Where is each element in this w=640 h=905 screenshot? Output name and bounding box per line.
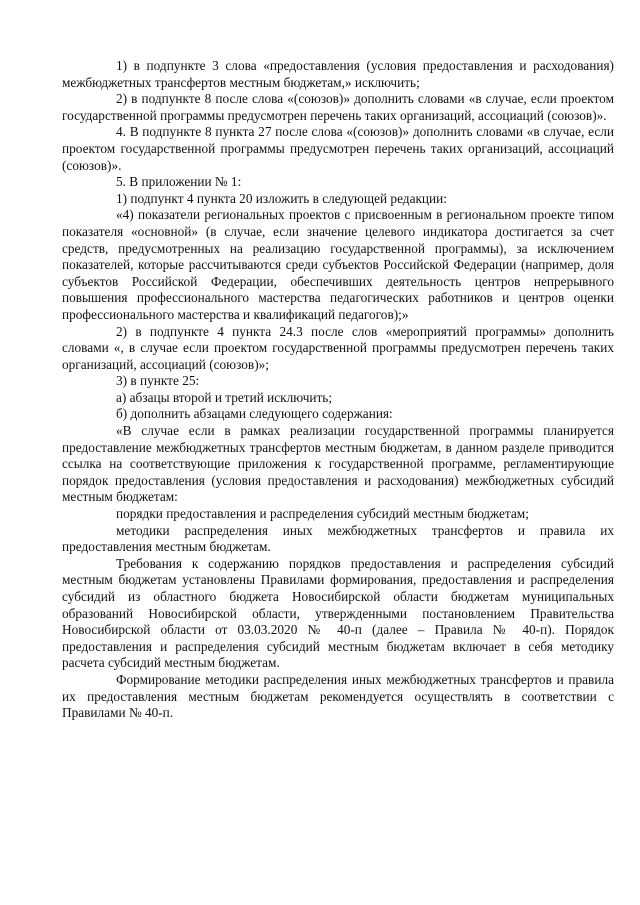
paragraph-3: 4. В подпункте 8 пункта 27 после слова «(союзов)» дополнить словами «в случае, если проектом государственной программы предусмотрен перечень таких организаций, ассоциаций (союзов)».: [62, 124, 614, 173]
paragraph-8: 3) в пункте 25:: [116, 373, 200, 389]
paragraph-7: 2) в подпункте 4 пункта 24.3 после слов «мероприятий программы» дополнить словами «, в случае если проектом государственной программы предусмотрен перечень таких организаций, ассоциаций (союзов)»;: [62, 323, 614, 372]
paragraph-13: методики распределения иных межбюджетных трансфертов и правила их предоставления местным бюджетам.: [62, 522, 614, 555]
paragraph-2: 2) в подпункте 8 после слова «(союзов)» дополнить словами «в случае, если проектом государственной программы предусмотрен перечень таких организаций, ассоциаций (союзов)».: [62, 91, 614, 123]
paragraph-14: Требования к содержанию порядков предоставления и распределения субсидий местным бюджетам установлены Правилами формирования, предоставления и распределения субсидий из областного бюджета Новосибирской области бюджетам муниципальных образований Новосибирской области, утвержденными постановлением Правительства Новосибирской области от 03.03.2020 № 40-п (далее – Правила № 40-п). Порядок предоставления и распределения субсидий местным бюджетам включает в себя методику расчета субсидий местным бюджетам.: [62, 555, 614, 671]
paragraph-11: «В случае если в рамках реализации государственной программы планируется предоставление межбюджетных трансфертов местным бюджетам, в данном разделе приводится ссылка на соответствующие приложения к государственной программе, регламентирующие порядок предоставления (условия предоставления и расходования) межбюджетных субсидий местным бюджетам:: [62, 423, 614, 505]
paragraph-9: а) абзацы второй и третий исключить;: [116, 389, 333, 405]
paragraph-1: 1) в подпункте 3 слова «предоставления (условия предоставления и расходования) межбюджетных трансфертов местным бюджетам,» исключить;: [62, 58, 614, 90]
paragraph-6: «4) показатели региональных проектов с присвоенным в региональном проекте типом показателя «основной» (в случае, если значение целевого индикатора достигается за счет средств, предусмотренных на реализацию государственной программы), за исключением показателей, которые рассчитываются среди субъектов Российской Федерации (например, доля субъектов Российской Федерации, обеспечивших деятельность центров непрерывного повышения профессионального мастерства педагогических работников и центров оценки профессионального мастерства и квалификаций педагогов);»: [62, 207, 614, 322]
paragraph-4: 5. В приложении № 1:: [116, 174, 242, 190]
document-page: [62, 58, 614, 722]
paragraph-10: б) дополнить абзацами следующего содержания:: [116, 406, 393, 422]
paragraph-12: порядки предоставления и распределения субсидий местным бюджетам;: [116, 506, 529, 522]
paragraph-5: 1) подпункт 4 пункта 20 изложить в следующей редакции:: [116, 190, 447, 206]
paragraph-15: Формирование методики распределения иных межбюджетных трансфертов и правила их предоставления местным бюджетам рекомендуется осуществлять в соответствии с Правилами № 40-п.: [62, 671, 614, 721]
